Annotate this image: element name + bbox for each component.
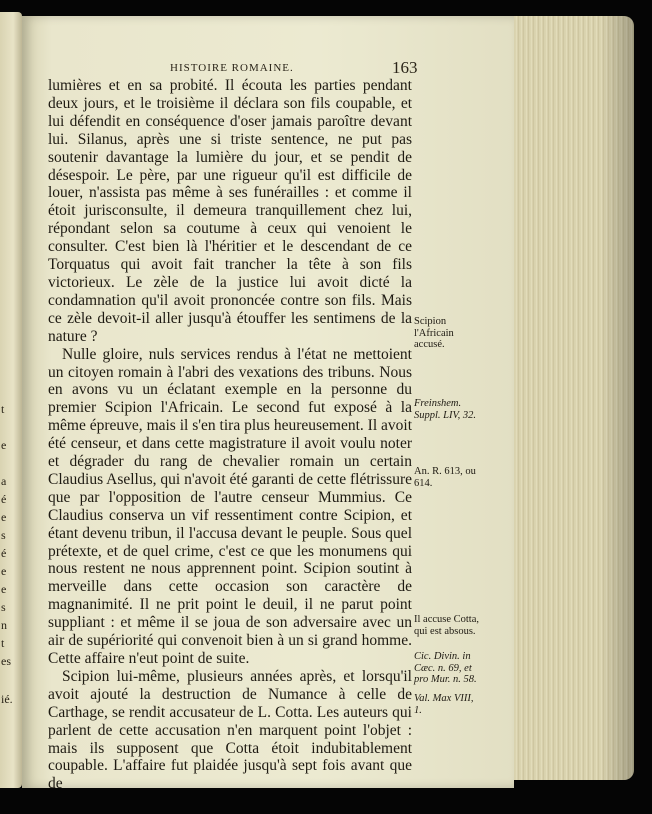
facing-page-fragment: e — [1, 564, 7, 578]
facing-page-fragment: a — [1, 474, 7, 488]
margin-note-freinshem: Freinshem. Suppl. LIV, 32. — [414, 398, 476, 421]
body-text — [48, 77, 412, 793]
margin-note-scipion-accuse: Scipion l'Africain accusé. — [414, 316, 454, 350]
margin-note-cotta-absous: Il accuse Cotta, qui est absous. — [414, 614, 480, 637]
facing-page-fragment: s — [1, 600, 6, 614]
facing-page-fragment: n — [1, 618, 7, 632]
facing-page-fragment: e — [1, 582, 7, 596]
facing-page-fragment: s — [1, 528, 6, 542]
facing-page-edge — [0, 12, 22, 788]
margin-note-cicero: Cic. Divin. in Cæc. n. 69, et pro Mur. n. 58. — [414, 651, 477, 685]
facing-page-fragment: é — [1, 546, 7, 560]
facing-page-fragment: t — [1, 402, 5, 416]
facing-page-fragment: e — [1, 510, 7, 524]
facing-page-fragment: é — [1, 492, 7, 506]
page-number: 163 — [392, 58, 418, 77]
paragraph: Scipion lui-même, plusieurs années après, et lorsqu'il avoit ajouté la destruction de Numance à celle de Carthage, se rendit accusateur de L. Cotta. Les auteurs qui parlent de cette accusation n'en marquent point l'objet : mais ils supposent que Cotta étoit indubitablement coupable. L'affaire fut plaidée jusqu'à sept fois avant que de — [48, 667, 412, 793]
margin-note-year: An. R. 613, ou 614. — [414, 466, 476, 489]
running-head: HISTOIRE ROMAINE. — [170, 62, 294, 74]
facing-page-fragment: es — [1, 654, 11, 668]
margin-note-valerius: Val. Max VIII, 1. — [414, 693, 474, 716]
page-edges-shadow — [600, 16, 634, 780]
facing-page-fragment: e — [1, 438, 7, 452]
facing-page-fragment: ié. — [1, 692, 13, 706]
facing-page-fragment: t — [1, 636, 5, 650]
paragraph: lumières et en sa probité. Il écouta les parties pendant deux jours, et le troisième il déclara son fils coupable, et lui défendit en conséquence d'oser jamais paroître devant lui. Silanus, après une si triste sentence, ne put pas soutenir davantage la lumière du jour, et se pendit de désespoir. Le père, par une rigueur qu'il est difficile de louer, n'assista pas même à ses funérailles : et comme il étoit jurisconsulte, il demeura tranquillement chez lui, répondant selon sa coutume à ceux qui venoient le consulter. C'est bien là l'héritier et le descendant de ce Torquatus qui avoit fait trancher la tête à son fils victorieux. Le zèle de la justice lui avoit dicté la condamnation qu'il avoit prononcée contre son fils. Mais ce zèle devoit-il aller jusqu'à étouffer les sentimens de la nature ? — [48, 77, 412, 345]
paragraph: Nulle gloire, nuls services rendus à l'état ne mettoient un citoyen romain à l'abri des vexations des tribuns. Nous en avons vu un éclatant exemple en la personne du premier Scipion l'Africain. Le second fut exposé à la même épreuve, mais il s'en tira plus heureusement. Il avoit été censeur, et dans cette magistrature il avoit voulu noter et dégrader du rang de chevalier romain un certain Claudius Asellus, qui n'avoit été garanti de cette flétrissure que par l'opposition de l'autre censeur Mummius. Ce Claudius conserva un vif ressentiment contre Scipion, et étant devenu tribun, il l'accusa devant le peuple. Sous quel prétexte, et de quel crime, c'est ce que les monumens qui nous restent ne nous apprennent point. Scipion soutint à merveille dans cette occasion son caractère de magnanimité. Il ne prit point le deuil, il ne parut point suppliant : et même il se joua de son adversaire avec un air de supériorité qui convenoit bien à un si grand homme. Cette affaire n'eut point de suite. — [48, 345, 412, 667]
